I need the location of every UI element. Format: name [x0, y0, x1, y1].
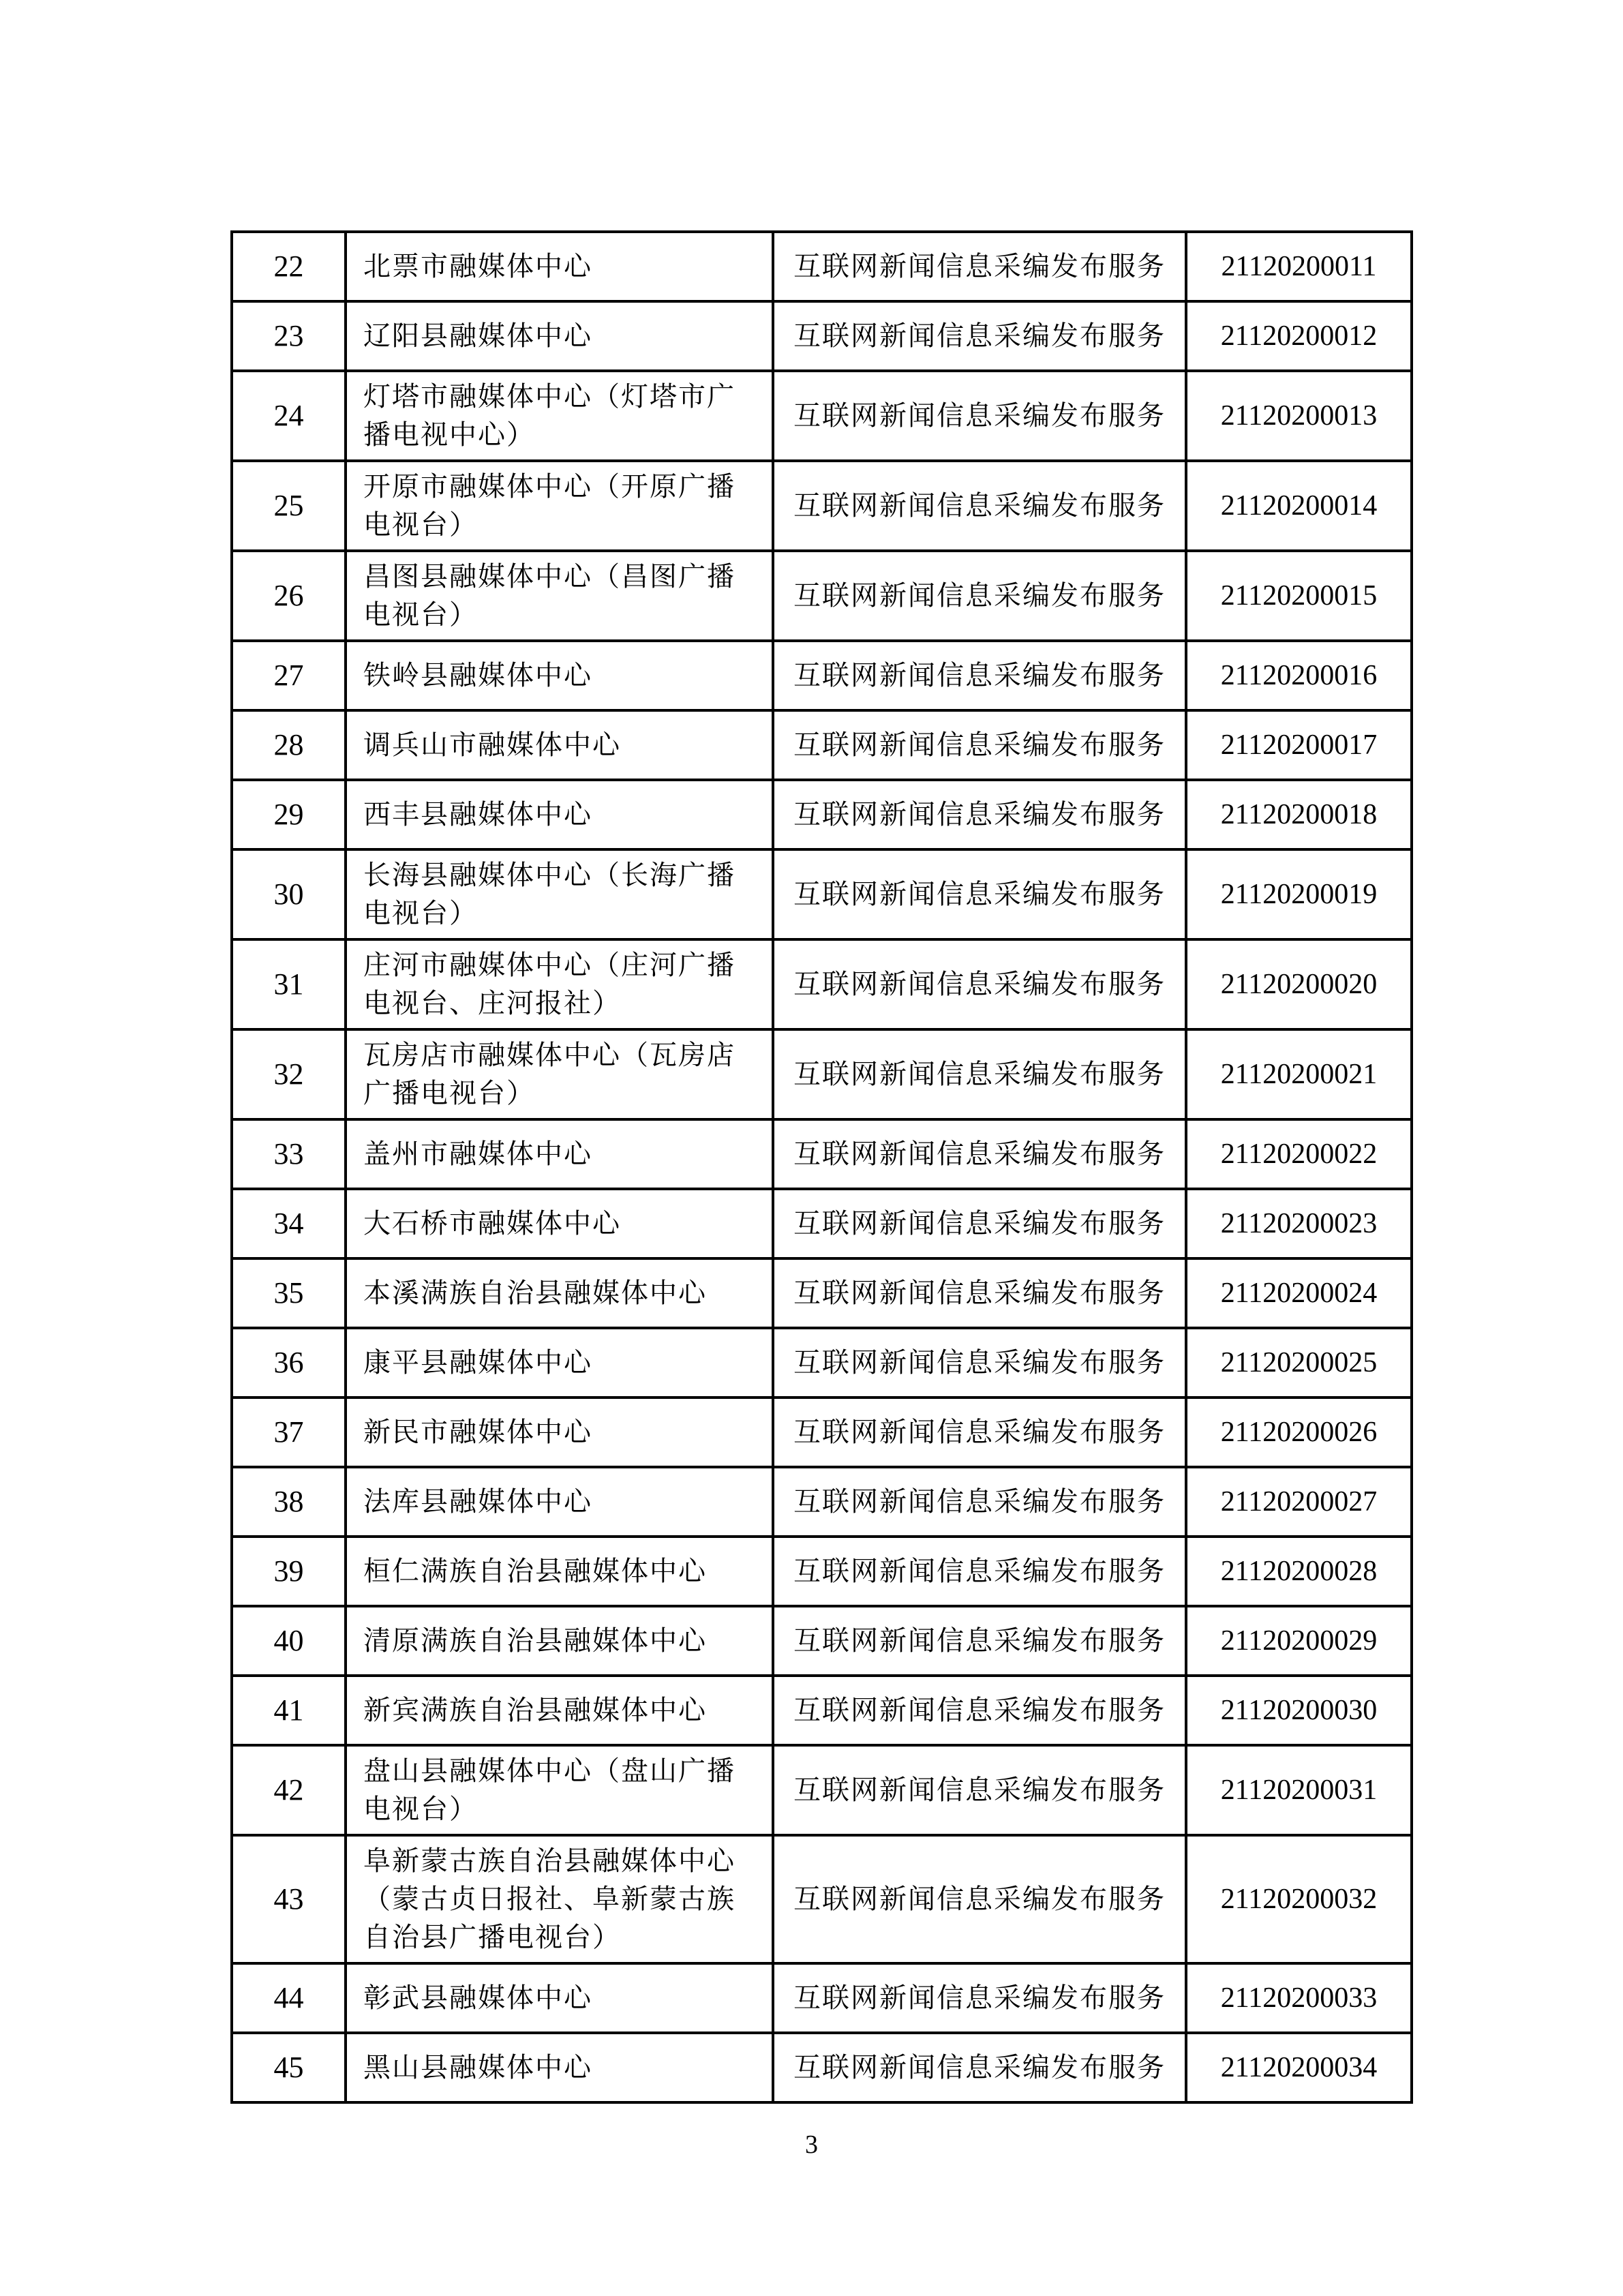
org-name-cell: 开原市融媒体中心（开原广播电视台） — [347, 462, 774, 549]
license-number-cell: 21120200030 — [1220, 1695, 1378, 1726]
service-type-cell: 互联网新闻信息采编发布服务 — [774, 552, 1187, 639]
service-type-cell: 互联网新闻信息采编发布服务 — [774, 1399, 1187, 1466]
service-type-cell: 互联网新闻信息采编发布服务 — [774, 372, 1187, 459]
row-number-cell: 45 — [233, 2034, 347, 2101]
row-number-cell: 38 — [233, 1468, 347, 1535]
org-name-cell: 清原满族自治县融媒体中心 — [347, 1607, 774, 1674]
row-number-cell: 42 — [233, 1747, 347, 1834]
org-name-cell: 盘山县融媒体中心（盘山广播电视台） — [347, 1747, 774, 1834]
org-name-cell: 北票市融媒体中心 — [347, 233, 774, 300]
org-name-cell: 调兵山市融媒体中心 — [347, 712, 774, 779]
service-type-cell: 互联网新闻信息采编发布服务 — [774, 1837, 1187, 1962]
org-name-cell: 灯塔市融媒体中心（灯塔市广播电视中心） — [347, 372, 774, 459]
service-type-cell: 互联网新闻信息采编发布服务 — [774, 851, 1187, 938]
org-name-cell: 黑山县融媒体中心 — [347, 2034, 774, 2101]
row-number-cell: 31 — [233, 941, 347, 1028]
service-type-cell: 互联网新闻信息采编发布服务 — [774, 1329, 1187, 1396]
service-type-cell: 互联网新闻信息采编发布服务 — [774, 1538, 1187, 1605]
license-number-cell: 21120200032 — [1220, 1884, 1378, 1915]
table-row — [233, 1965, 1410, 2034]
table-row — [233, 1677, 1410, 1747]
license-number-cell: 21120200013 — [1220, 400, 1378, 432]
org-name-cell: 新民市融媒体中心 — [347, 1399, 774, 1466]
table-row — [233, 1747, 1410, 1837]
table-row — [233, 1399, 1410, 1468]
org-name-cell: 桓仁满族自治县融媒体中心 — [347, 1538, 774, 1605]
row-number-cell: 27 — [233, 642, 347, 709]
table-row — [233, 851, 1410, 941]
row-number-cell: 43 — [233, 1837, 347, 1962]
table-row — [233, 1121, 1410, 1190]
table-row — [233, 462, 1410, 552]
table-row — [233, 1538, 1410, 1607]
org-name-cell: 本溪满族自治县融媒体中心 — [347, 1260, 774, 1327]
license-number-cell: 21120200026 — [1220, 1417, 1378, 1448]
row-number-cell: 41 — [233, 1677, 347, 1744]
table-row — [233, 1329, 1410, 1399]
license-number-cell: 21120200033 — [1220, 1982, 1378, 2014]
license-number-cell: 21120200011 — [1221, 251, 1377, 282]
license-number-cell: 21120200019 — [1220, 879, 1378, 910]
table-row — [233, 712, 1410, 781]
org-name-cell: 法库县融媒体中心 — [347, 1468, 774, 1535]
license-number-cell: 21120200023 — [1220, 1208, 1378, 1239]
license-number-cell: 21120200034 — [1220, 2052, 1378, 2083]
org-name-cell: 辽阳县融媒体中心 — [347, 303, 774, 369]
service-type-cell: 互联网新闻信息采编发布服务 — [774, 1190, 1187, 1257]
license-number-cell: 21120200018 — [1220, 799, 1378, 830]
table-row — [233, 1031, 1410, 1121]
service-type-cell: 互联网新闻信息采编发布服务 — [774, 1747, 1187, 1834]
row-number-cell: 34 — [233, 1190, 347, 1257]
org-name-cell: 庄河市融媒体中心（庄河广播电视台、庄河报社） — [347, 941, 774, 1028]
table-row — [233, 1260, 1410, 1329]
license-number-cell: 21120200022 — [1220, 1138, 1378, 1170]
table-row — [233, 2034, 1410, 2101]
table-row — [233, 642, 1410, 712]
table-row — [233, 1607, 1410, 1677]
org-name-cell: 长海县融媒体中心（长海广播电视台） — [347, 851, 774, 938]
service-type-cell: 互联网新闻信息采编发布服务 — [774, 1965, 1187, 2031]
row-number-cell: 39 — [233, 1538, 347, 1605]
table-row — [233, 1837, 1410, 1965]
license-number-cell: 21120200028 — [1220, 1556, 1378, 1587]
row-number-cell: 28 — [233, 712, 347, 779]
row-number-cell: 24 — [233, 372, 347, 459]
row-number-cell: 30 — [233, 851, 347, 938]
table-row — [233, 1190, 1410, 1260]
license-number-cell: 21120200015 — [1220, 580, 1378, 611]
service-type-cell: 互联网新闻信息采编发布服务 — [774, 2034, 1187, 2101]
row-number-cell: 32 — [233, 1031, 347, 1118]
table-row — [233, 552, 1410, 642]
license-number-cell: 21120200017 — [1220, 729, 1378, 761]
service-type-cell: 互联网新闻信息采编发布服务 — [774, 462, 1187, 549]
table-row — [233, 941, 1410, 1031]
license-number-cell: 21120200024 — [1220, 1278, 1378, 1309]
service-type-cell: 互联网新闻信息采编发布服务 — [774, 712, 1187, 779]
service-type-cell: 互联网新闻信息采编发布服务 — [774, 1607, 1187, 1674]
service-type-cell: 互联网新闻信息采编发布服务 — [774, 1468, 1187, 1535]
service-type-cell: 互联网新闻信息采编发布服务 — [774, 1260, 1187, 1327]
service-type-cell: 互联网新闻信息采编发布服务 — [774, 1031, 1187, 1118]
table-row — [233, 303, 1410, 372]
license-number-cell: 21120200016 — [1220, 660, 1378, 691]
org-name-cell: 西丰县融媒体中心 — [347, 781, 774, 848]
service-type-cell: 互联网新闻信息采编发布服务 — [774, 1677, 1187, 1744]
service-type-cell: 互联网新闻信息采编发布服务 — [774, 781, 1187, 848]
row-number-cell: 40 — [233, 1607, 347, 1674]
license-number-cell: 21120200014 — [1220, 490, 1378, 522]
table-row — [233, 372, 1410, 462]
license-number-cell: 21120200020 — [1220, 969, 1378, 1000]
org-name-cell: 阜新蒙古族自治县融媒体中心（蒙古贞日报社、阜新蒙古族自治县广播电视台） — [347, 1837, 774, 1962]
row-number-cell: 37 — [233, 1399, 347, 1466]
row-number-cell: 33 — [233, 1121, 347, 1188]
table-row — [233, 781, 1410, 851]
license-number-cell: 21120200021 — [1220, 1059, 1378, 1090]
org-name-cell: 康平县融媒体中心 — [347, 1329, 774, 1396]
row-number-cell: 26 — [233, 552, 347, 639]
license-number-cell: 21120200027 — [1220, 1486, 1378, 1517]
licenses-table — [230, 230, 1413, 2104]
row-number-cell: 22 — [233, 233, 347, 300]
row-number-cell: 44 — [233, 1965, 347, 2031]
org-name-cell: 瓦房店市融媒体中心（瓦房店广播电视台） — [347, 1031, 774, 1118]
org-name-cell: 大石桥市融媒体中心 — [347, 1190, 774, 1257]
org-name-cell: 盖州市融媒体中心 — [347, 1121, 774, 1188]
row-number-cell: 29 — [233, 781, 347, 848]
service-type-cell: 互联网新闻信息采编发布服务 — [774, 303, 1187, 369]
row-number-cell: 23 — [233, 303, 347, 369]
license-number-cell: 21120200031 — [1220, 1774, 1378, 1806]
org-name-cell: 彰武县融媒体中心 — [347, 1965, 774, 2031]
table-row — [233, 233, 1410, 303]
row-number-cell: 36 — [233, 1329, 347, 1396]
service-type-cell: 互联网新闻信息采编发布服务 — [774, 941, 1187, 1028]
row-number-cell: 35 — [233, 1260, 347, 1327]
license-number-cell: 21120200025 — [1220, 1347, 1378, 1378]
service-type-cell: 互联网新闻信息采编发布服务 — [774, 642, 1187, 709]
service-type-cell: 互联网新闻信息采编发布服务 — [774, 233, 1187, 300]
service-type-cell: 互联网新闻信息采编发布服务 — [774, 1121, 1187, 1188]
org-name-cell: 新宾满族自治县融媒体中心 — [347, 1677, 774, 1744]
org-name-cell: 昌图县融媒体中心（昌图广播电视台） — [347, 552, 774, 639]
license-number-cell: 21120200012 — [1220, 320, 1378, 352]
org-name-cell: 铁岭县融媒体中心 — [347, 642, 774, 709]
row-number-cell: 25 — [233, 462, 347, 549]
page-number: 3 — [805, 2130, 818, 2159]
license-number-cell: 21120200029 — [1220, 1625, 1378, 1657]
table-row — [233, 1468, 1410, 1538]
